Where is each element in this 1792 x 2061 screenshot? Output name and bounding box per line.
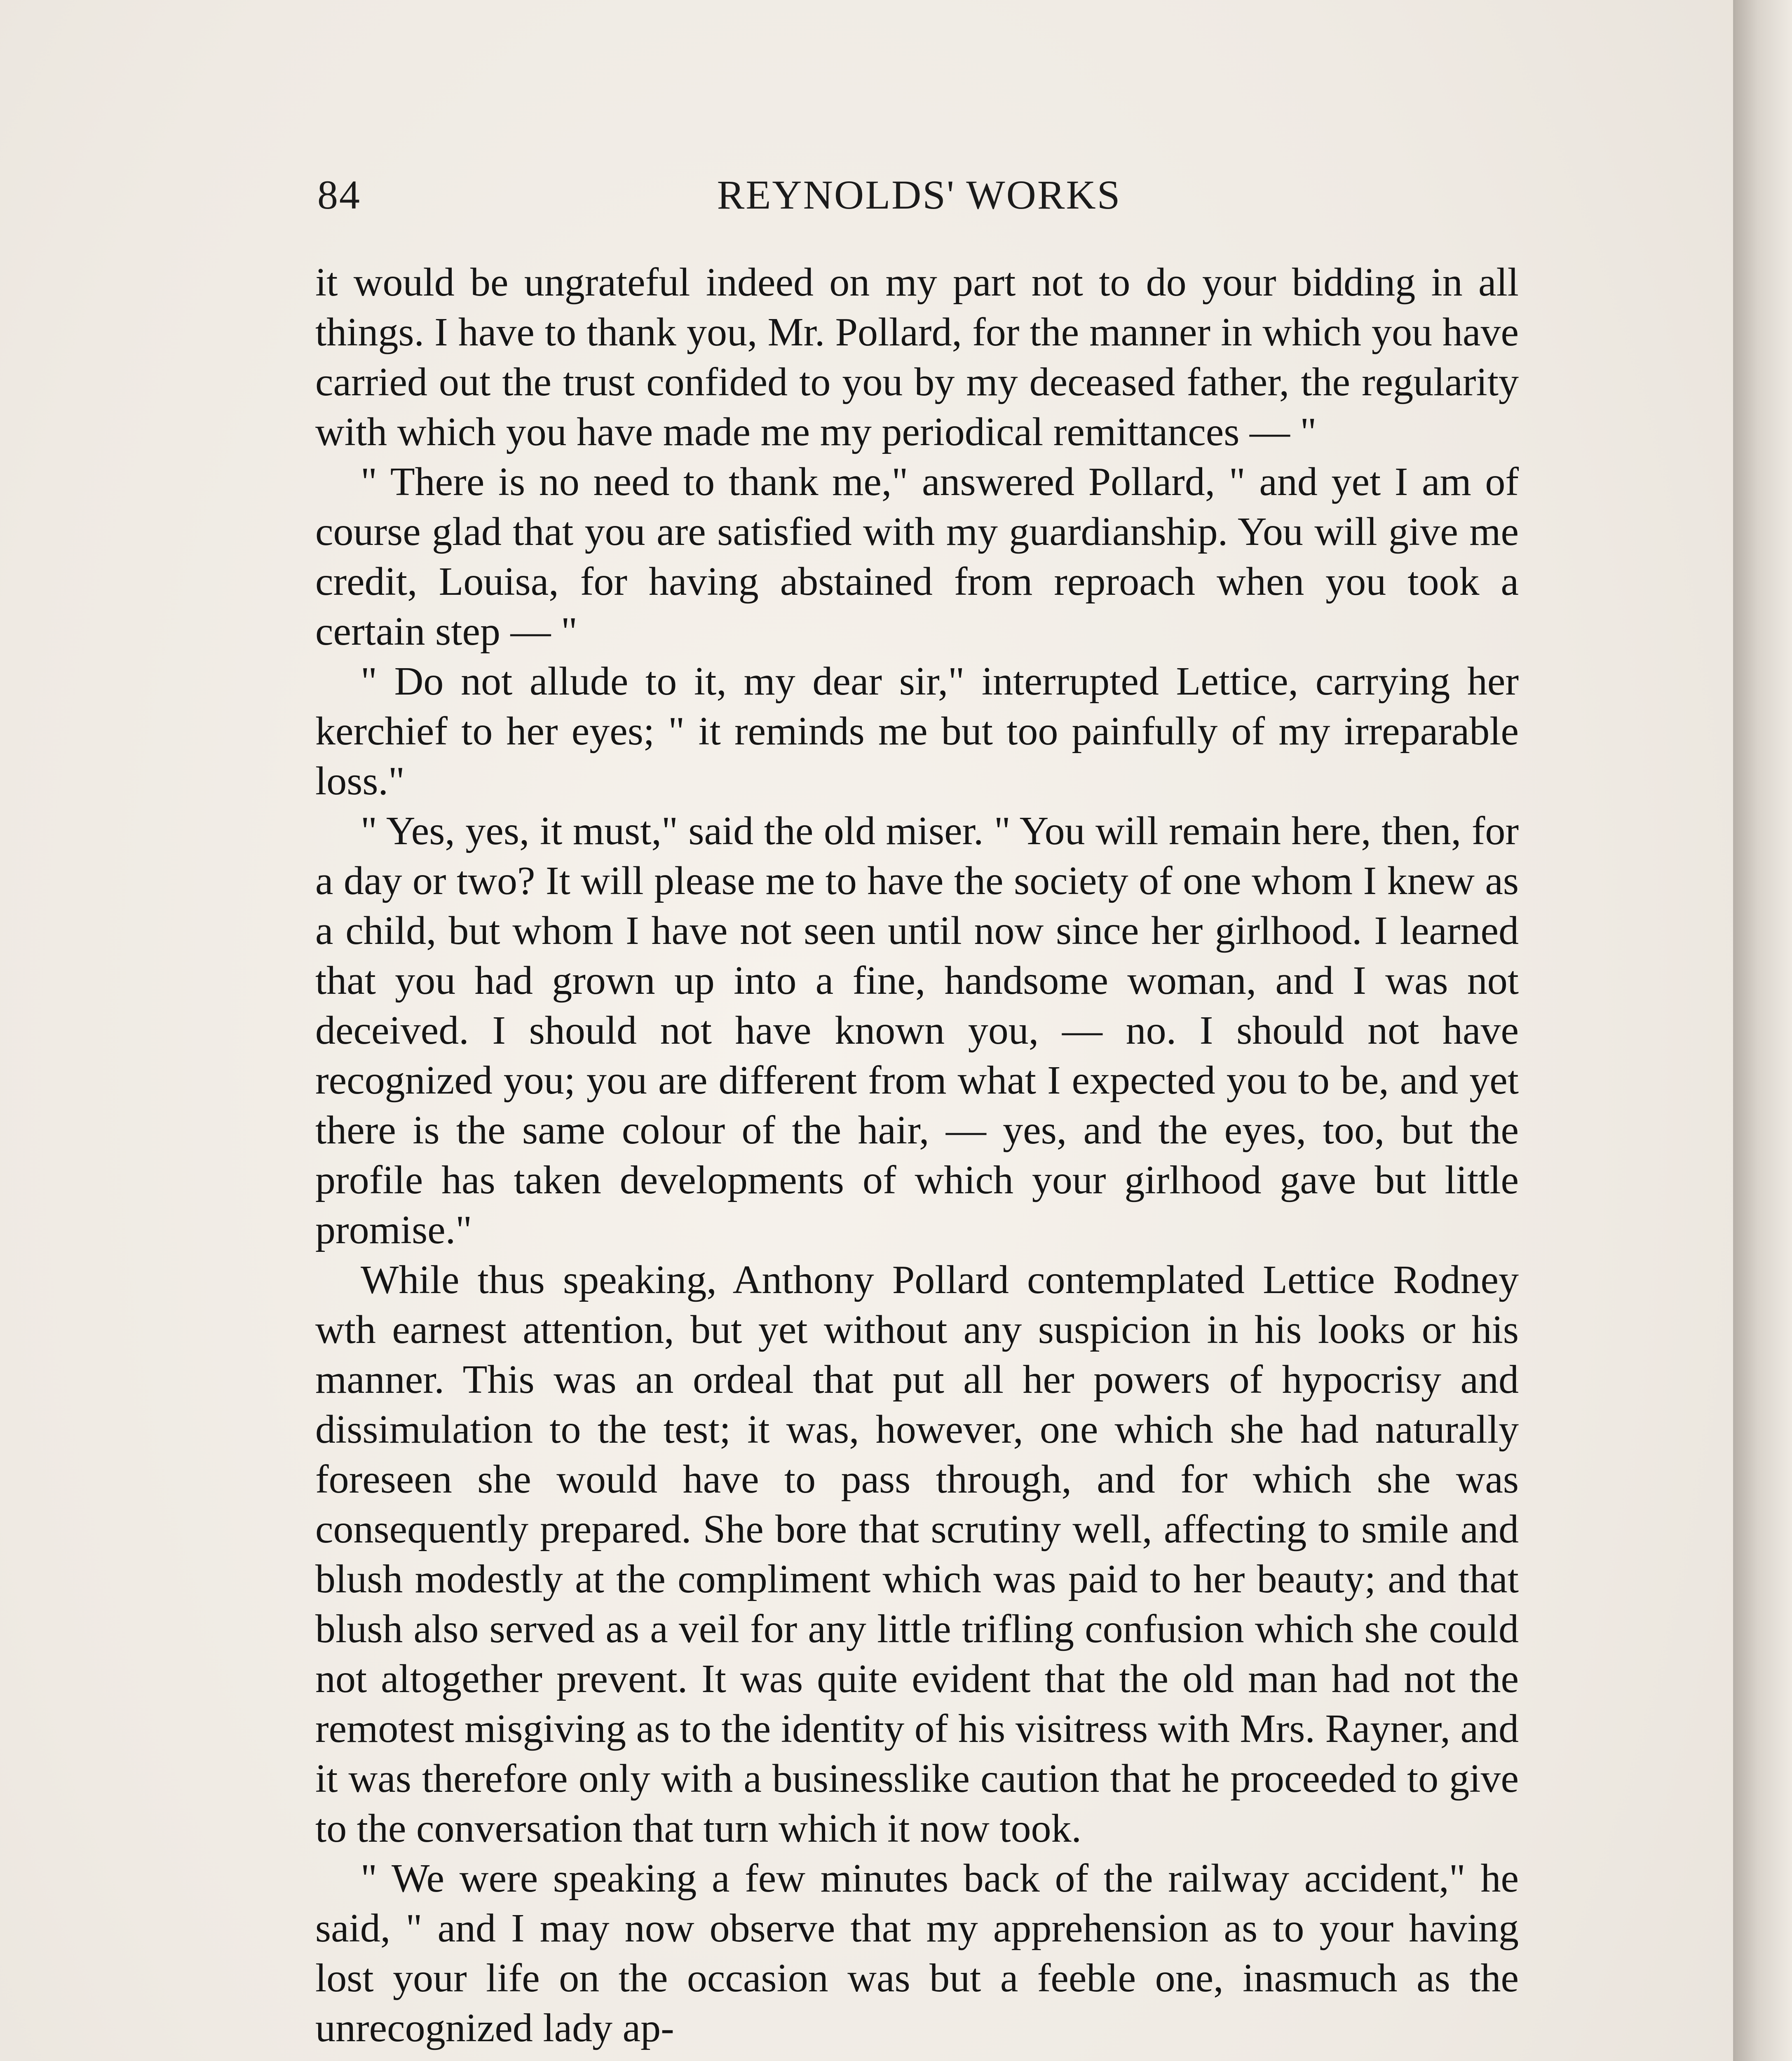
paragraph: " We were speaking a few minutes back of the railway accident," he said, " and I may now observe that my apprehension as to your having lost your life on the occasion was but a feeble one, inasmuch as the unrecognized lady ap- <box>315 1856 1519 2050</box>
body-text <box>315 258 1519 2053</box>
running-title: REYNOLDS' WORKS <box>717 172 1121 218</box>
page-edge-strip <box>1735 0 1792 2061</box>
running-header <box>317 163 1521 225</box>
paragraph: While thus speaking, Anthony Pollard contemplated Lettice Rodney wth earnest attention, but yet without any suspicion in his looks or his manner. This was an ordeal that put all her powers of hypocrisy and dissimulation to the test; it was, however, one which she had naturally foreseen she would have to pass through, and for which she was consequently prepared. She bore that scrutiny well, affecting to smile and blush modestly at the compliment which was paid to her beauty; and that blush also served as a veil for any little trifling confusion which she could not altogether prevent. It was quite evident that the old man had not the remotest misgiving as to the identity of his visitress with Mrs. Rayner, and it was therefore only with a businesslike caution that he proceeded to give to the conversation that turn which it now took. <box>315 1258 1519 1851</box>
paragraph: " There is no need to thank me," answered Pollard, " and yet I am of course glad that you are satisfied with my guardianship. You will give me credit, Louisa, for having abstained from reproach when you took a certain step — " <box>315 460 1519 654</box>
paragraph: " Yes, yes, it must," said the old miser. " You will remain here, then, for a day or two? It will please me to have the society of one whom I knew as a child, but whom I have not seen until now since her girlhood. I learned that you had grown up into a fine, handsome woman, and I was not deceived. I should not have known you, — no. I should not have recognized you; you are different from what I expected you to be, and yet there is the same colour of the hair, — yes, and the eyes, too, but the profile has taken developments of which your girlhood gave but little promise." <box>315 809 1519 1252</box>
paragraph: it would be ungrateful indeed on my part not to do your bidding in all things. I have to thank you, Mr. Pollard, for the manner in which you have carried out the trust confided to you by my deceased father, the regularity with which you have made me my periodical remittances — " <box>315 260 1519 454</box>
page-number: 84 <box>317 172 361 218</box>
paragraph: " Do not allude to it, my dear sir," interrupted Lettice, carrying her kerchief to her eyes; " it reminds me but too painfully of my irreparable loss." <box>315 659 1519 803</box>
